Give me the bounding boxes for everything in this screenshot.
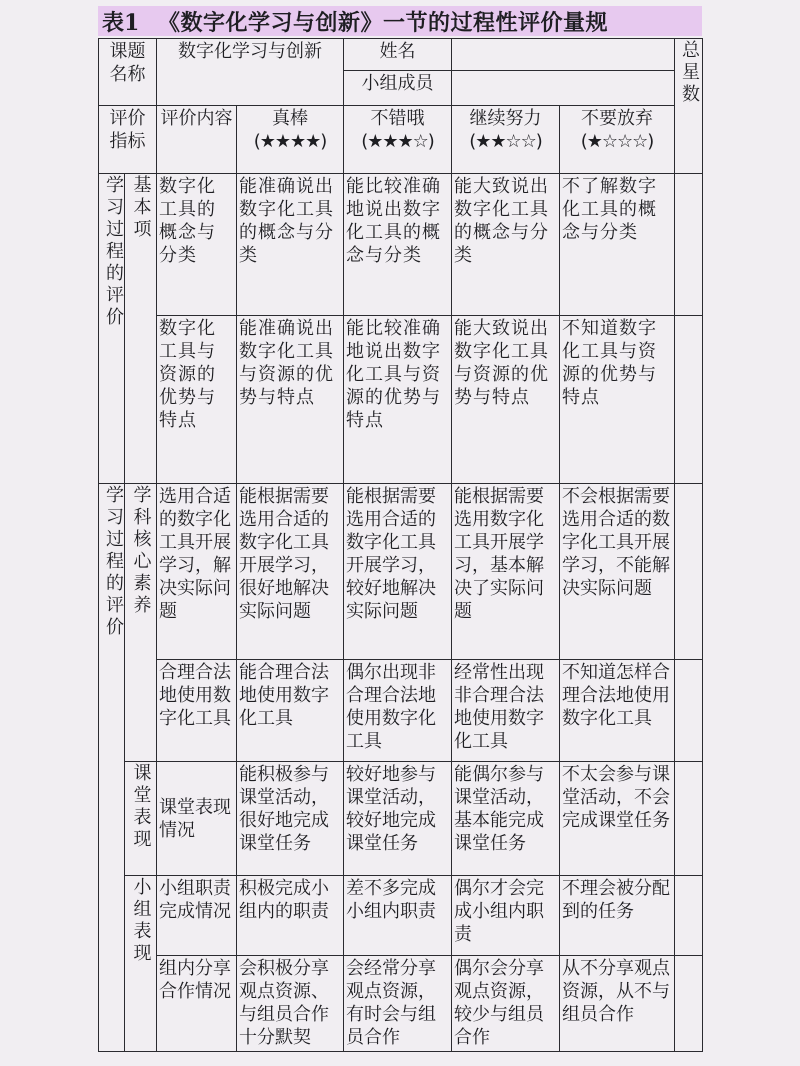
table-row <box>99 762 703 876</box>
total-stars-cell[interactable] <box>675 484 703 660</box>
table-row <box>99 316 703 484</box>
level-1-cell: 能根据需要选用合适的数字化工具开展学习，很好地解决实际问题 <box>237 484 344 660</box>
level-2-header: 不错哦 (★★★☆) <box>344 106 452 174</box>
total-stars-cell[interactable] <box>675 660 703 762</box>
level-3-cell: 能大致说出数字化工具与资源的优势与特点 <box>452 316 560 484</box>
total-stars-cell[interactable] <box>675 174 703 316</box>
table-title-bar <box>98 6 702 36</box>
section2-label: 学习过程的评价 <box>99 484 125 1052</box>
level-2-stars: (★★★☆) <box>361 131 434 152</box>
level-3-cell: 经常性出现非合理合法地使用数字化工具 <box>452 660 560 762</box>
table-row <box>99 174 703 316</box>
level-2-cell: 能比较准确地说出数字化工具的概念与分类 <box>344 174 452 316</box>
header-row-topic <box>99 39 703 71</box>
level-1-cell: 能合理合法地使用数字化工具 <box>237 660 344 762</box>
section1-label: 学习过程的评价 <box>99 174 125 484</box>
table-row <box>99 876 703 956</box>
name-label: 姓名 <box>344 39 452 71</box>
level-4-cell: 不了解数字化工具的概念与分类 <box>560 174 675 316</box>
group-basic-label: 基本项 <box>125 174 157 484</box>
level-1-cell: 能准确说出数字化工具的概念与分类 <box>237 174 344 316</box>
level-1-cell: 能准确说出数字化工具与资源的优势与特点 <box>237 316 344 484</box>
table-title: 《数字化学习与创新》一节的过程性评价量规 <box>158 10 609 36</box>
level-4-cell: 不太会参与课堂活动，不会完成课堂任务 <box>560 762 675 876</box>
group-team-label: 小组表现 <box>125 876 157 1052</box>
content-cell: 小组职责完成情况 <box>157 876 237 956</box>
group-members-label: 小组成员 <box>344 71 452 106</box>
level-3-stars: (★★☆☆) <box>469 131 542 152</box>
table-number: 表1 <box>102 9 140 36</box>
level-4-stars: (★☆☆☆) <box>580 131 654 152</box>
level-2-cell: 差不多完成小组内职责 <box>344 876 452 956</box>
level-2-cell: 能比较准确地说出数字化工具与资源的优势与特点 <box>344 316 452 484</box>
level-3-cell: 能大致说出数字化工具的概念与分类 <box>452 174 560 316</box>
level-4-cell: 不会根据需要选用合适的数字化工具开展学习，不能解决实际问题 <box>560 484 675 660</box>
level-2-cell: 会经常分享观点资源，有时会与组员合作 <box>344 956 452 1052</box>
total-stars-cell[interactable] <box>675 762 703 876</box>
total-stars-cell[interactable] <box>675 316 703 484</box>
content-cell: 课堂表现情况 <box>157 762 237 876</box>
level-3-cell: 偶尔才会完成小组内职责 <box>452 876 560 956</box>
total-stars-label: 总星数 <box>675 39 703 174</box>
level-2-cell: 偶尔出现非合理合法地使用数字化工具 <box>344 660 452 762</box>
topic-value: 数字化学习与创新 <box>157 39 344 106</box>
content-cell: 合理合法地使用数字化工具 <box>157 660 237 762</box>
topic-label: 课题名称 <box>99 39 157 106</box>
table-row <box>99 660 703 762</box>
level-2-cell: 能根据需要选用合适的数字化工具开展学习，较好地解决实际问题 <box>344 484 452 660</box>
group-core-literacy-label: 学科核心素养 <box>125 484 157 762</box>
level-3-cell: 能根据需要选用数字化工具开展学习，基本解决了实际问题 <box>452 484 560 660</box>
level-4-cell: 从不分享观点资源，从不与组员合作 <box>560 956 675 1052</box>
total-stars-cell[interactable] <box>675 956 703 1052</box>
level-1-cell: 能积极参与课堂活动，很好地完成课堂任务 <box>237 762 344 876</box>
level-4-header: 不要放弃 (★☆☆☆) <box>560 106 675 174</box>
level-4-cell: 不理会被分配到的任务 <box>560 876 675 956</box>
level-1-cell: 积极完成小组内的职责 <box>237 876 344 956</box>
level-1-header: 真棒 (★★★★) <box>237 106 344 174</box>
level-2-cell: 较好地参与课堂活动，较好地完成课堂任务 <box>344 762 452 876</box>
content-cell: 数字化工具与资源的优势与特点 <box>157 316 237 484</box>
level-1-cell: 会积极分享观点资源、与组员合作十分默契 <box>237 956 344 1052</box>
content-cell: 数字化工具的概念与分类 <box>157 174 237 316</box>
group-members-field[interactable] <box>452 71 675 106</box>
group-classroom-label: 课堂表现 <box>125 762 157 876</box>
name-field[interactable] <box>452 39 675 71</box>
header-row-levels <box>99 106 703 174</box>
table-row <box>99 484 703 660</box>
level-4-cell: 不知道数字化工具与资源的优势与特点 <box>560 316 675 484</box>
level-1-stars: (★★★★) <box>253 131 327 152</box>
content-cell: 组内分享合作情况 <box>157 956 237 1052</box>
indicator-label: 评价指标 <box>99 106 157 174</box>
level-3-cell: 偶尔会分享观点资源，较少与组员合作 <box>452 956 560 1052</box>
level-4-cell: 不知道怎样合理合法地使用数字化工具 <box>560 660 675 762</box>
level-3-header: 继续努力 (★★☆☆) <box>452 106 560 174</box>
evaluation-rubric-table <box>98 38 703 1052</box>
total-stars-cell[interactable] <box>675 876 703 956</box>
table-row <box>99 956 703 1052</box>
content-label: 评价内容 <box>157 106 237 174</box>
level-3-cell: 能偶尔参与课堂活动，基本能完成课堂任务 <box>452 762 560 876</box>
content-cell: 选用合适的数字化工具开展学习，解决实际问题 <box>157 484 237 660</box>
